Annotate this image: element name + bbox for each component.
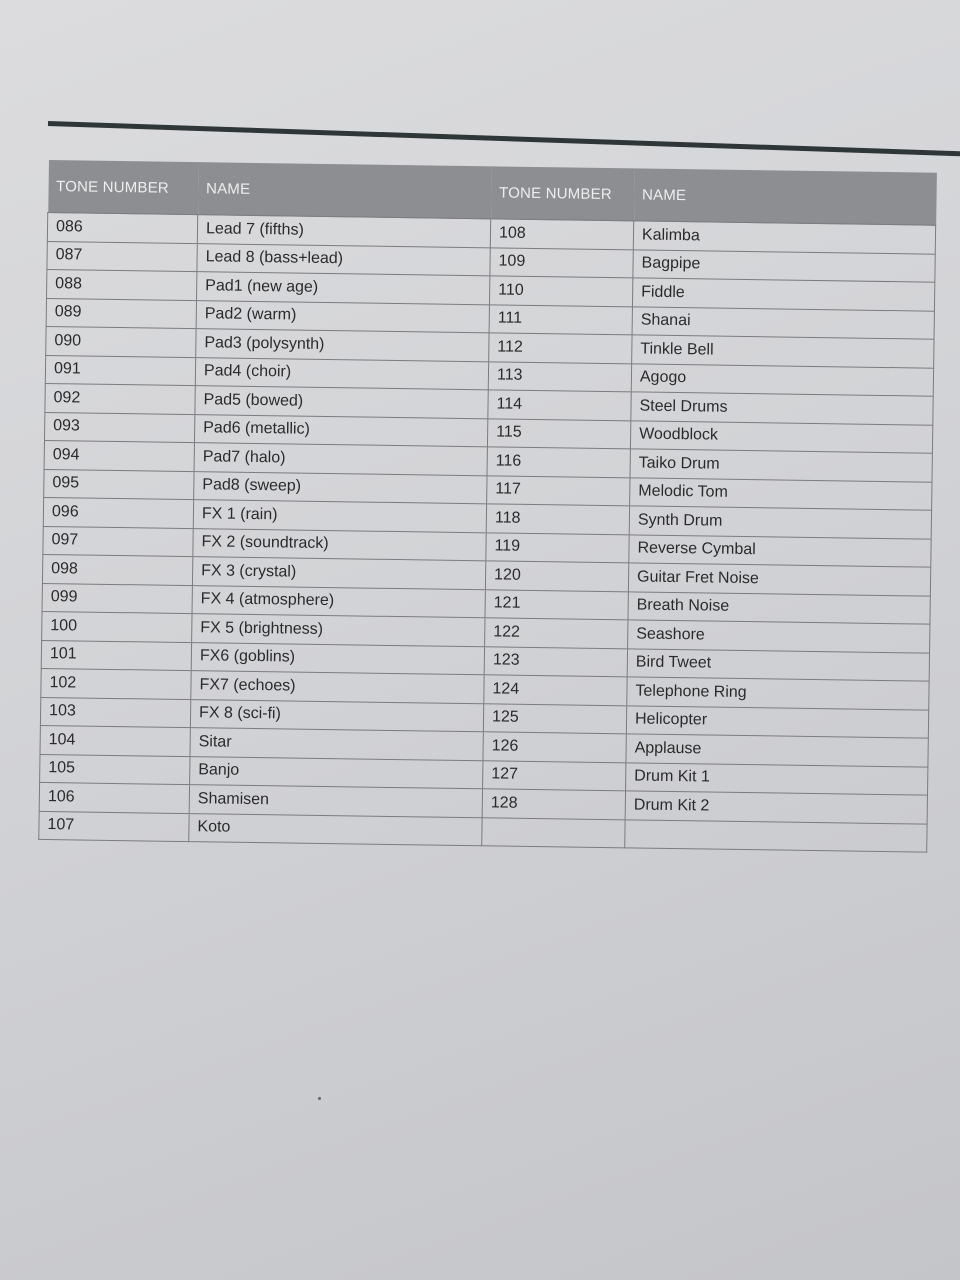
tone-number-cell: 118 (486, 504, 629, 535)
tone-name-cell: Pad1 (new age) (197, 272, 490, 305)
tone-name-cell: Lead 8 (bass+lead) (197, 243, 490, 276)
tone-number-cell: 107 (39, 811, 189, 842)
tone-name-cell: FX6 (goblins) (191, 642, 484, 675)
tone-number-cell: 110 (489, 276, 632, 307)
tone-number-cell: 125 (483, 703, 626, 734)
tone-number-cell: 088 (47, 269, 197, 300)
tone-name-cell: Banjo (190, 756, 483, 789)
tone-number-cell: 091 (45, 355, 195, 386)
tone-number-cell: 093 (44, 412, 194, 443)
tone-number-cell: 119 (486, 532, 629, 563)
tone-table (38, 160, 937, 853)
tone-number-cell: 115 (487, 418, 630, 449)
tone-name-cell: Agogo (631, 363, 933, 396)
tone-number-cell: 124 (484, 675, 627, 706)
header-tone-number-right: TONE NUMBER (491, 166, 635, 221)
tone-name-cell: Pad2 (warm) (196, 300, 489, 333)
tone-number-cell: 116 (487, 447, 630, 478)
tone-name-cell: Fiddle (632, 278, 934, 311)
tone-name-cell: Lead 7 (fifths) (197, 215, 490, 248)
tone-number-cell: 104 (40, 725, 190, 756)
table-body (39, 213, 936, 853)
tone-number-cell: 122 (485, 618, 628, 649)
tone-name-cell: Reverse Cymbal (629, 534, 931, 567)
tone-number-cell: 127 (483, 760, 626, 791)
tone-name-cell: Woodblock (630, 420, 932, 453)
tone-name-cell: Pad3 (polysynth) (196, 329, 489, 362)
tone-name-cell: FX 8 (sci-fi) (190, 699, 483, 732)
tone-number-cell: 128 (482, 789, 625, 820)
tone-name-cell: Kalimba (633, 221, 935, 254)
tone-number-cell: 092 (45, 383, 195, 414)
tone-number-cell (482, 817, 625, 848)
tone-number-cell: 098 (42, 554, 192, 585)
tone-number-cell: 120 (485, 561, 628, 592)
tone-name-cell: Koto (189, 813, 482, 846)
tone-name-cell: Tinkle Bell (632, 335, 934, 368)
tone-name-cell: Pad8 (sweep) (194, 471, 487, 504)
tone-name-cell: Synth Drum (629, 506, 931, 539)
tone-name-cell: Pad6 (metallic) (194, 414, 487, 447)
tone-name-cell: Steel Drums (631, 392, 933, 425)
tone-number-cell: 100 (42, 611, 192, 642)
header-name-right: NAME (634, 168, 937, 225)
tone-name-cell: FX7 (echoes) (191, 671, 484, 704)
tone-number-cell: 109 (490, 247, 633, 278)
tone-number-cell: 111 (489, 304, 632, 335)
tone-number-cell: 112 (489, 333, 632, 364)
header-rule (48, 121, 960, 157)
tone-number-cell: 126 (483, 732, 626, 763)
tone-number-cell: 117 (487, 475, 630, 506)
tone-name-cell: Bagpipe (633, 249, 935, 282)
header-name-left: NAME (198, 162, 492, 219)
tone-name-cell: FX 2 (soundtrack) (193, 528, 486, 561)
tone-name-cell: Drum Kit 1 (626, 762, 928, 795)
paper-speck (318, 1097, 321, 1100)
tone-name-cell: Bird Tweet (627, 648, 929, 681)
tone-name-cell: Pad5 (bowed) (195, 386, 488, 419)
tone-name-cell (625, 819, 927, 852)
tone-name-cell: Applause (626, 734, 928, 767)
tone-number-cell: 113 (488, 361, 631, 392)
tone-number-cell: 102 (41, 668, 191, 699)
tone-number-cell: 096 (43, 497, 193, 528)
header-tone-number-left: TONE NUMBER (48, 160, 199, 215)
tone-name-cell: Drum Kit 2 (625, 791, 927, 824)
tone-number-cell: 108 (490, 219, 633, 250)
tone-name-cell: Melodic Tom (630, 477, 932, 510)
tone-number-cell: 086 (47, 213, 197, 244)
tone-name-cell: FX 3 (crystal) (192, 557, 485, 590)
tone-name-cell: Shanai (632, 306, 934, 339)
tone-name-cell: Seashore (628, 620, 930, 653)
tone-name-cell: Breath Noise (628, 591, 930, 624)
tone-number-cell: 114 (488, 390, 631, 421)
tone-number-cell: 094 (44, 440, 194, 471)
tone-number-cell: 087 (47, 241, 197, 272)
tone-number-cell: 103 (40, 697, 190, 728)
tone-number-cell: 097 (43, 526, 193, 557)
tone-name-cell: FX 1 (rain) (193, 500, 486, 533)
tone-name-cell: Shamisen (189, 785, 482, 818)
tone-name-cell: Helicopter (626, 705, 928, 738)
tone-number-cell: 090 (46, 326, 196, 357)
tone-number-cell: 105 (40, 754, 190, 785)
tone-name-cell: Pad4 (choir) (195, 357, 488, 390)
tone-number-cell: 099 (42, 583, 192, 614)
tone-name-cell: FX 4 (atmosphere) (192, 585, 485, 618)
tone-number-cell: 123 (484, 646, 627, 677)
tone-number-cell: 121 (485, 589, 628, 620)
tone-table-container (38, 160, 936, 853)
tone-name-cell: FX 5 (brightness) (192, 614, 485, 647)
tone-name-cell: Taiko Drum (630, 449, 932, 482)
tone-number-cell: 095 (44, 469, 194, 500)
tone-name-cell: Pad7 (halo) (194, 443, 487, 476)
tone-number-cell: 089 (46, 298, 196, 329)
tone-number-cell: 101 (41, 640, 191, 671)
tone-name-cell: Sitar (190, 728, 483, 761)
tone-name-cell: Guitar Fret Noise (628, 563, 930, 596)
tone-number-cell: 106 (39, 782, 189, 813)
tone-name-cell: Telephone Ring (627, 677, 929, 710)
